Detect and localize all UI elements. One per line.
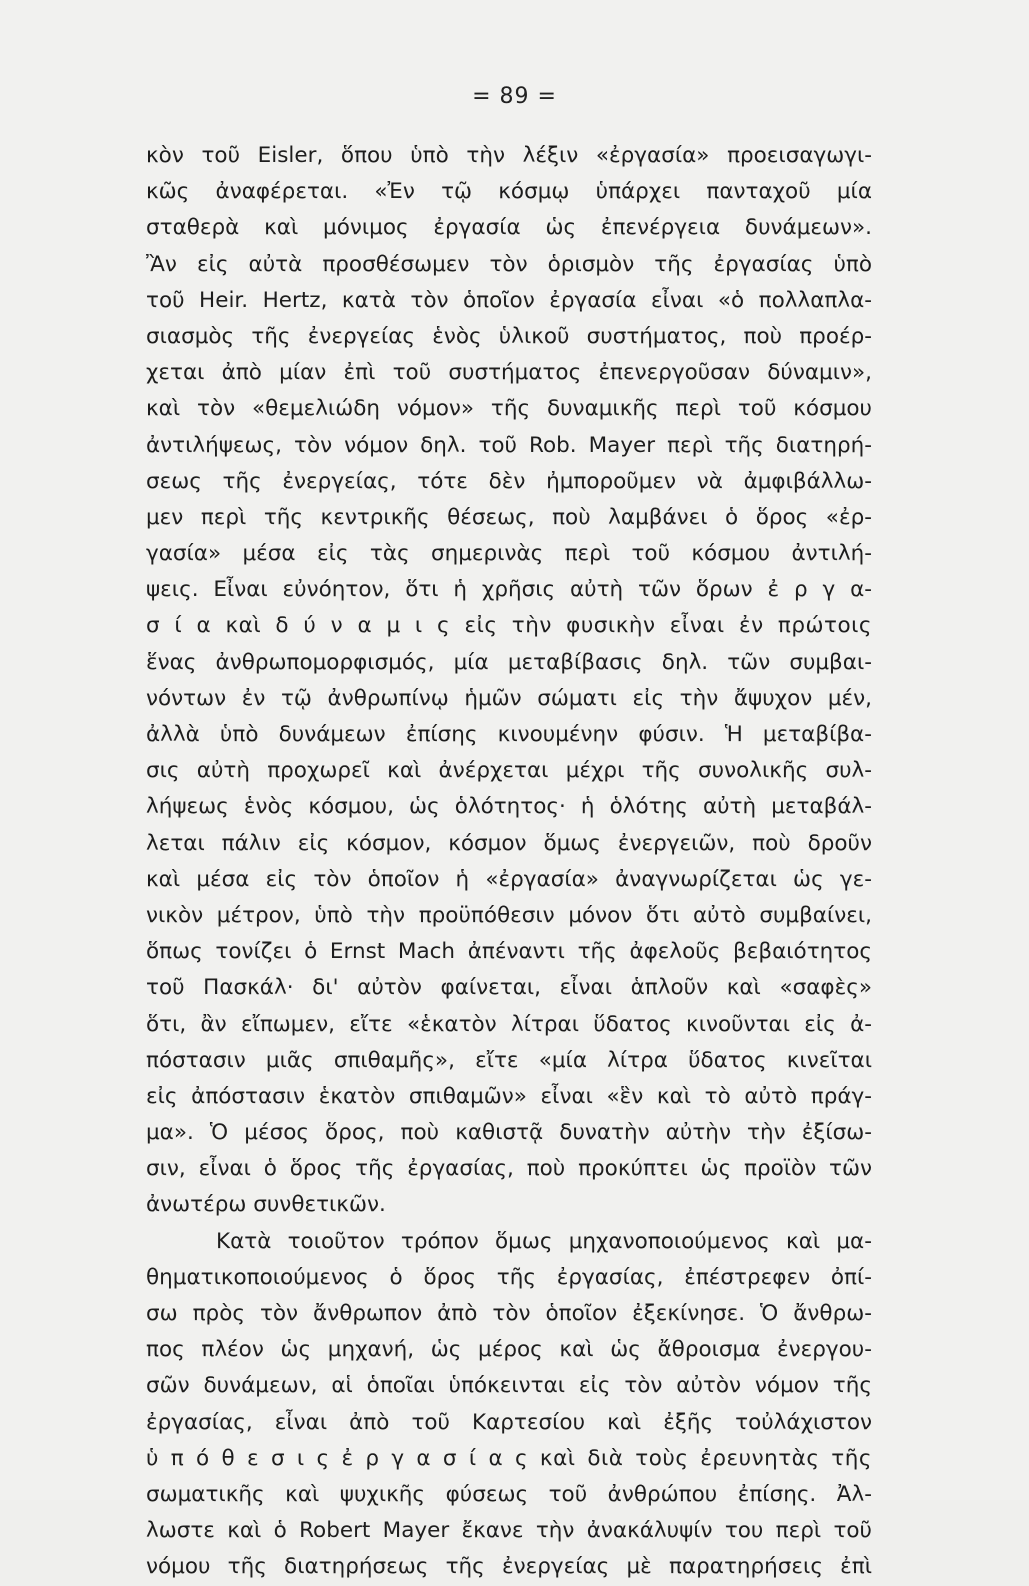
paragraph-start-line: Κατὰ τοιοῦτον τρόπον ὅμως μηχανοποιούμενος καὶ μα- xyxy=(216,1228,872,1254)
text-line: ὅπως τονίζει ὁ Ernst Mach ἀπέναντι τῆς ἀφελοῦς βεβαιότητος xyxy=(146,939,872,965)
text-line: καὶ μέσα εἰς τὸν ὁποῖον ἡ «ἐργασία» ἀναγνωρίζεται ὡς γε- xyxy=(146,866,872,892)
text-line: Ἂν εἰς αὐτὰ προσθέσωμεν τὸν ὁρισμὸν τῆς ἐργασίας ὑπὸ xyxy=(146,251,872,277)
text-line: πόστασιν μιᾶς σπιθαμῆς», εἴτε «μία λίτρα ὕδατος κινεῖται xyxy=(146,1047,872,1073)
page-number: = 89 = xyxy=(472,84,557,109)
text-line: λωστε καὶ ὁ Robert Mayer ἔκανε τὴν ἀνακάλυψίν του περὶ τοῦ xyxy=(146,1518,872,1544)
body-text xyxy=(146,138,872,1586)
text-line: πος πλέον ὡς μηχανή, ὡς μέρος καὶ ὡς ἄθροισμα ἐνεργου- xyxy=(146,1337,872,1363)
text-line: σω πρὸς τὸν ἄνθρωπον ἀπὸ τὸν ὁποῖον ἐξεκίνησε. Ὁ ἄνθρω- xyxy=(146,1301,872,1326)
text-line: ἕνας ἀνθρωπομορφισμός, μία μεταβίβασις δηλ. τῶν συμβαι- xyxy=(146,649,872,675)
paragraph-end-line: ἀνωτέρω συνθετικῶν. xyxy=(146,1192,386,1218)
text-line: σις αὐτὴ προχωρεῖ καὶ ἀνέρχεται μέχρι τῆς συνολικῆς συλ- xyxy=(146,758,872,784)
text-line: σιν, εἶναι ὁ ὅρος τῆς ἐργασίας, ποὺ προκύπτει ὡς προϊὸν τῶν xyxy=(146,1156,872,1182)
text-line: νικὸν μέτρον, ὑπὸ τὴν προϋπόθεσιν μόνον ὅτι αὐτὸ συμβαίνει, xyxy=(146,902,872,928)
text-line: σ ί α καὶ δ ύ ν α μ ι ς εἰς τὴν φυσικὴν εἶναι ἐν πρώτοις xyxy=(146,613,872,639)
text-line: ὑ π ό θ ε σ ι ς ἐ ρ γ α σ ί α ς καὶ διὰ τοὺς ἐρευνητὰς τῆς xyxy=(146,1445,872,1471)
text-line: νόμου τῆς διατηρήσεως τῆς ἐνεργείας μὲ παρατηρήσεις ἐπὶ xyxy=(146,1554,872,1580)
text-line: ἀλλὰ ὑπὸ δυνάμεων ἐπίσης κινουμένην φύσιν. Ἡ μεταβίβα- xyxy=(146,722,872,747)
text-line: χεται ἀπὸ μίαν ἐπὶ τοῦ συστήματος ἐπενεργοῦσαν δύναμιν», xyxy=(146,360,872,386)
text-line: σεως τῆς ἐνεργείας, τότε δὲν ἠμποροῦμεν νὰ ἀμφιβάλλω- xyxy=(146,468,872,494)
text-line: ὅτι, ἂν εἴπωμεν, εἴτε «ἑκατὸν λίτραι ὕδατος κινοῦνται εἰς ἀ- xyxy=(146,1011,872,1037)
text-line: λήψεως ἑνὸς κόσμου, ὡς ὁλότητος· ἡ ὁλότης αὐτὴ μεταβάλ- xyxy=(146,794,872,820)
text-line: κῶς ἀναφέρεται. «Ἐν τῷ κόσμῳ ὑπάρχει πανταχοῦ μία xyxy=(146,179,872,205)
text-line: νόντων ἐν τῷ ἀνθρωπίνῳ ἡμῶν σώματι εἰς τὴν ἄψυχον μέν, xyxy=(146,685,872,711)
text-line: εἰς ἀπόστασιν ἑκατὸν σπιθαμῶν» εἶναι «ἓν καὶ τὸ αὐτὸ πράγ- xyxy=(146,1083,872,1109)
text-line: τοῦ Πασκάλ· δι' αὐτὸν φαίνεται, εἶναι ἁπλοῦν καὶ «σαφὲς» xyxy=(146,975,872,1001)
text-line: κὸν τοῦ Eisler, ὅπου ὑπὸ τὴν λέξιν «ἐργασία» προεισαγωγι- xyxy=(146,143,872,168)
text-line: σῶν δυνάμεων, αἱ ὁποῖαι ὑπόκεινται εἰς τὸν αὐτὸν νόμον τῆς xyxy=(146,1373,872,1399)
text-line: ψεις. Εἶναι εὐνόητον, ὅτι ἡ χρῆσις αὐτὴ τῶν ὅρων ἐ ρ γ α- xyxy=(146,577,872,603)
text-line: σιασμὸς τῆς ἐνεργείας ἑνὸς ὑλικοῦ συστήματος, ποὺ προέρ- xyxy=(146,323,872,349)
text-line: καὶ τὸν «θεμελιώδη νόμον» τῆς δυναμικῆς περὶ τοῦ κόσμου xyxy=(146,396,872,422)
text-line: θηματικοποιούμενος ὁ ὅρος τῆς ἐργασίας, ἐπέστρεφεν ὀπί- xyxy=(146,1264,872,1290)
text-line: σταθερὰ καὶ μόνιμος ἐργασία ὡς ἐπενέργεια δυνάμεων». xyxy=(146,215,872,241)
text-line: γασία» μέσα εἰς τὰς σημερινὰς περὶ τοῦ κόσμου ἀντιλή- xyxy=(146,541,872,567)
text-line: λεται πάλιν εἰς κόσμον, κόσμον ὅμως ἐνεργειῶν, ποὺ δροῦν xyxy=(146,830,872,856)
text-line: ἀντιλήψεως, τὸν νόμον δηλ. τοῦ Rob. Mayer περὶ τῆς διατηρή- xyxy=(146,432,872,458)
text-line: ἐργασίας, εἶναι ἀπὸ τοῦ Καρτεσίου καὶ ἐξῆς τοὐλάχιστον xyxy=(146,1409,872,1435)
text-line: τοῦ Heir. Hertz, κατὰ τὸν ὁποῖον ἐργασία εἶναι «ὁ πολλαπλα- xyxy=(146,287,872,313)
text-line: μεν περὶ τῆς κεντρικῆς θέσεως, ποὺ λαμβάνει ὁ ὅρος «ἐρ- xyxy=(146,504,872,530)
text-line: σωματικῆς καὶ ψυχικῆς φύσεως τοῦ ἀνθρώπου ἐπίσης. Ἀλ- xyxy=(146,1481,872,1507)
text-line: μα». Ὁ μέσος ὅρος, ποὺ καθιστᾷ δυνατὴν αὐτὴν τὴν ἐξίσω- xyxy=(146,1120,872,1146)
